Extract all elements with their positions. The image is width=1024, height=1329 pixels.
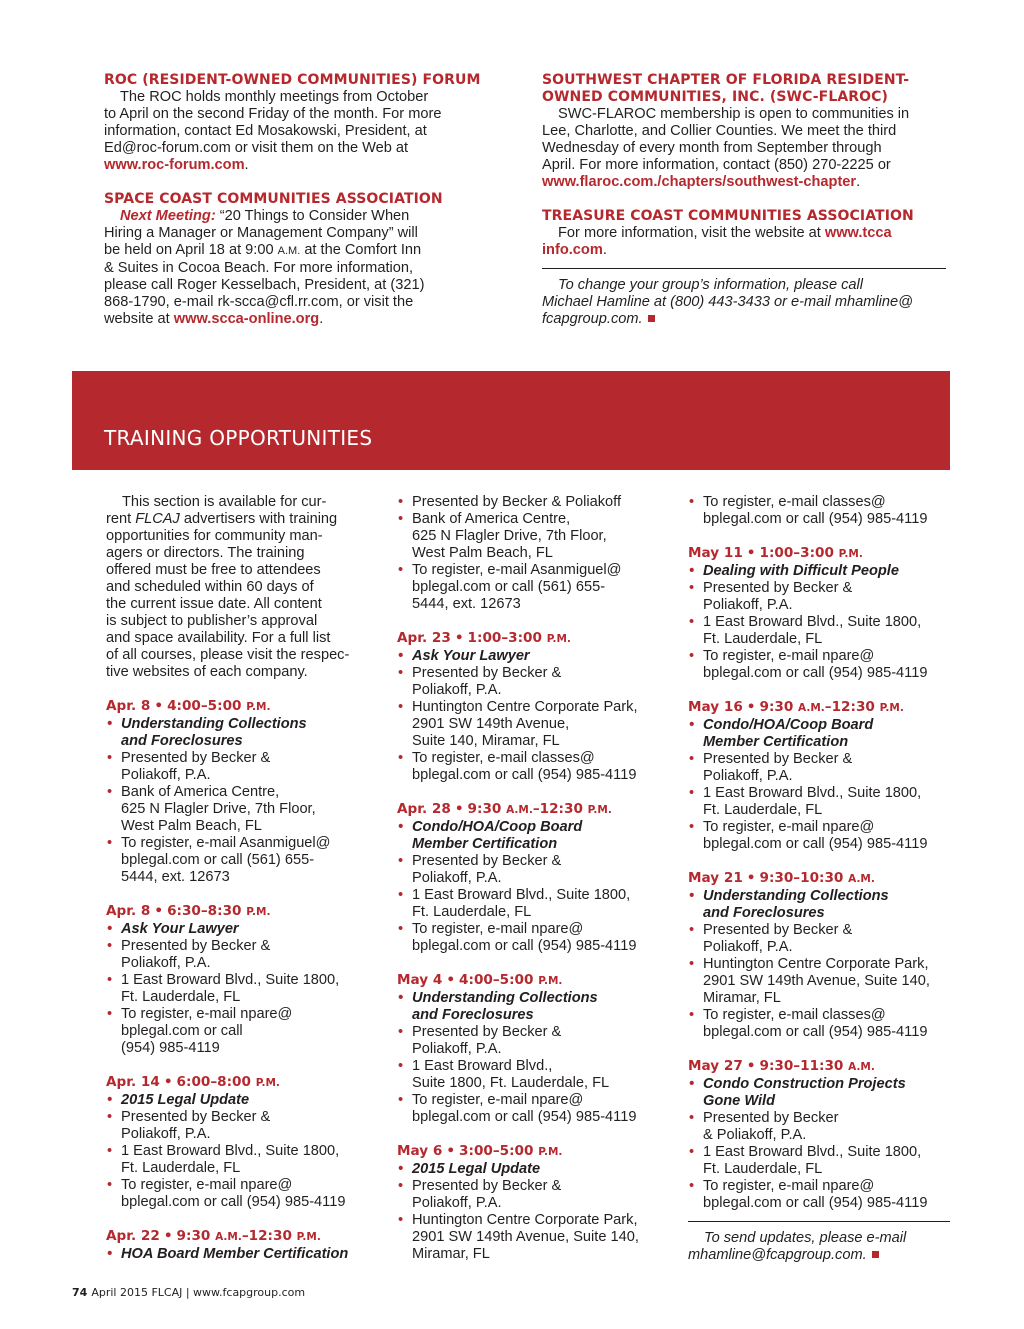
bullet-line: Poliakoff, P.A. [703, 768, 793, 784]
event-detail [688, 1144, 950, 1178]
bullet-line: bplegal.com or call (954) 985-4119 [703, 511, 928, 527]
event-detail [397, 921, 669, 955]
event-detail [688, 956, 950, 1007]
event-title [397, 648, 669, 665]
event-title [688, 888, 950, 922]
bullet-line: • Condo/HOA/Coop Board [412, 819, 583, 835]
separator-dot: • [163, 1074, 173, 1090]
bullet-line: Poliakoff, P.A. [412, 1195, 502, 1211]
event-title [106, 1092, 378, 1109]
bullet-line: & Poliakoff, P.A. [703, 1127, 807, 1143]
bullet-line: • Presented by Becker & [703, 922, 853, 938]
intro-line [106, 511, 378, 528]
page-number: 74 [72, 1286, 88, 1299]
training-event [397, 972, 669, 1126]
bullet-line: • Huntington Centre Corporate Park, [412, 1212, 638, 1228]
roc-line: information, contact Ed Mosakowski, President, at [104, 123, 427, 139]
bullet-line: • To register, e-mail classes@ [703, 1007, 886, 1023]
bullet-line: bplegal.com or call (954) 985-4119 [703, 665, 928, 681]
event-detail [688, 494, 950, 528]
event-title [397, 1161, 669, 1178]
bullet-line: • Bank of America Centre, [412, 511, 571, 527]
event-date-time [106, 1074, 378, 1092]
bullet-line: • To register, e-mail npare@ [703, 1178, 875, 1194]
event-date: Apr. 8 [106, 903, 151, 919]
event-detail [397, 562, 669, 613]
bullet-line: 2901 SW 149th Avenue, Suite 140, [412, 1229, 639, 1245]
event-time: 1:00–3:00 [467, 630, 547, 646]
event-detail [688, 785, 950, 819]
event-detail [397, 1058, 669, 1092]
bullet-line: • Presented by Becker & [412, 1178, 562, 1194]
event-date: Apr. 14 [106, 1074, 160, 1090]
event-time: 9:30 [759, 699, 799, 715]
change-note-line: fcapgroup.com. [542, 311, 946, 328]
bullet-line: Poliakoff, P.A. [703, 597, 793, 613]
bullet-line: • Presented by Becker & [412, 853, 562, 869]
separator-dot: • [746, 1058, 756, 1074]
training-event [688, 870, 950, 1041]
end-mark-icon [648, 315, 655, 322]
event-date: Apr. 8 [106, 698, 151, 714]
top-right-column [542, 72, 946, 328]
bullet-line: • 1 East Broward Blvd., Suite 1800, [121, 1143, 340, 1159]
separator-dot: • [154, 698, 164, 714]
event-time: 9:30–10:30 [759, 870, 849, 886]
event-time: –12:30 [824, 699, 880, 715]
bullet-line: • Huntington Centre Corporate Park, [703, 956, 929, 972]
bullet-line: bplegal.com or call (954) 985-4119 [703, 1024, 928, 1040]
event-detail [397, 750, 669, 784]
event-date-time [106, 903, 378, 921]
bullet-line: • To register, e-mail npare@ [703, 648, 875, 664]
bullet-line: Ft. Lauderdale, FL [121, 1160, 241, 1176]
training-event [397, 1143, 669, 1263]
event-detail [397, 665, 669, 699]
bullet-line: • Presented by Becker [703, 1110, 839, 1126]
tcca-website-link[interactable]: info.com [542, 242, 603, 258]
event-title [106, 1246, 378, 1263]
event-date: Apr. 22 [106, 1228, 160, 1244]
event-detail [688, 580, 950, 614]
training-event [397, 801, 669, 955]
bullet-line: • Ask Your Lawyer [121, 921, 239, 937]
training-event [106, 903, 378, 1057]
event-ampm: A.M. [506, 804, 533, 816]
bullet-line: bplegal.com or call (561) 655- [412, 579, 606, 595]
event-ampm: A.M. [798, 702, 825, 714]
event-date: May 4 [397, 972, 443, 988]
bullet-line: • To register, e-mail npare@ [703, 819, 875, 835]
bullet-line: Suite 140, Miramar, FL [412, 733, 560, 749]
bullet-line: bplegal.com or call (561) 655- [121, 852, 315, 868]
event-detail [106, 972, 378, 1006]
bullet-line: • 1 East Broward Blvd., Suite 1800, [121, 972, 340, 988]
roc-website-link[interactable]: www.roc-forum.com [104, 157, 245, 173]
intro-line: offered must be free to attendees [106, 562, 321, 578]
bullet-line: Poliakoff, P.A. [412, 1041, 502, 1057]
event-title [397, 819, 669, 853]
event-date: May 11 [688, 545, 743, 561]
training-column-1 [106, 494, 378, 1263]
bullet-line: Poliakoff, P.A. [121, 955, 211, 971]
separator-dot: • [454, 630, 464, 646]
event-time: 6:30–8:30 [167, 903, 247, 919]
event-ampm: A.M. [848, 1061, 875, 1073]
event-ampm: P.M. [246, 906, 271, 918]
bullet-line: • Ask Your Lawyer [412, 648, 530, 664]
bullet-line: Ft. Lauderdale, FL [412, 904, 532, 920]
event-detail [106, 784, 378, 835]
event-detail [688, 1007, 950, 1041]
intro-text: rent [106, 511, 136, 527]
event-date-time [106, 698, 378, 716]
scca-line: Hiring a Manager or Management Company” will [104, 225, 418, 241]
event-date-time [397, 630, 669, 648]
bullet-line: • Condo/HOA/Coop Board [703, 717, 874, 733]
bullet-line: • Presented by Becker & [703, 751, 853, 767]
event-ampm: P.M. [879, 702, 904, 714]
event-detail [106, 1177, 378, 1211]
event-detail [397, 494, 669, 511]
event-title [397, 990, 669, 1024]
scca-line: website at www.scca-online.org. [104, 311, 324, 327]
separator-dot: • [446, 1143, 456, 1159]
bullet-line: Ft. Lauderdale, FL [703, 1161, 823, 1177]
event-detail [688, 1110, 950, 1144]
event-detail [688, 648, 950, 682]
bullet-line: • To register, e-mail Asanmiguel@ [412, 562, 622, 578]
event-ampm: P.M. [838, 548, 863, 560]
event-detail [688, 922, 950, 956]
intro-line: tive websites of each company. [106, 664, 308, 680]
intro-paragraph [106, 494, 378, 681]
bullet-line: • 1 East Broward Blvd., [412, 1058, 553, 1074]
event-date: May 21 [688, 870, 743, 886]
bullet-line: • 1 East Broward Blvd., Suite 1800, [703, 785, 922, 801]
bullet-line: • HOA Board Member Certification [121, 1246, 349, 1262]
bullet-line: • 2015 Legal Update [412, 1161, 541, 1177]
roc-link-line: www.roc-forum.com. [104, 157, 249, 173]
roc-line: to April on the second Friday of the month. For more [104, 106, 442, 122]
bullet-line: bplegal.com or call (954) 985-4119 [703, 836, 928, 852]
event-ampm: P.M. [538, 1146, 563, 1158]
training-event [106, 1228, 378, 1263]
intro-line: of all courses, please visit the respec- [106, 647, 350, 663]
scca-line: 868-1790, e-mail rk-scca@cfl.rr.com, or visit the [104, 294, 414, 310]
event-date: Apr. 23 [397, 630, 451, 646]
bullet-line: 625 N Flagler Drive, 7th Floor, [121, 801, 316, 817]
event-title [688, 717, 950, 751]
intro-line: the current issue date. All content [106, 596, 322, 612]
training-event [397, 630, 669, 784]
bullet-line: Poliakoff, P.A. [412, 682, 502, 698]
swc-line: Wednesday of every month from September through [542, 140, 882, 156]
next-meeting-label: Next Meeting: [120, 208, 216, 224]
separator-dot: • [746, 699, 756, 715]
roc-line: The ROC holds monthly meetings from October [120, 89, 429, 105]
bullet-line: • Huntington Centre Corporate Park, [412, 699, 638, 715]
bullet-line: Poliakoff, P.A. [121, 1126, 211, 1142]
event-detail [397, 1178, 669, 1212]
swc-link-line: www.flaroc.com./chapters/southwest-chapter. [542, 174, 861, 190]
bullet-line: bplegal.com or call (954) 985-4119 [412, 938, 637, 954]
bullet-line: • 2015 Legal Update [121, 1092, 250, 1108]
separator-dot: • [746, 870, 756, 886]
change-note-line: Michael Hamline at (800) 443-3433 or e-mail mhamline@ [542, 294, 913, 310]
intro-line: This section is available for cur- [122, 494, 327, 510]
event-date: May 16 [688, 699, 743, 715]
event-ampm: A.M. [848, 873, 875, 885]
scca-heading: SPACE COAST COMMUNITIES ASSOCIATION [104, 191, 443, 207]
intro-line: agers or directors. The training [106, 545, 305, 561]
bullet-line: • 1 East Broward Blvd., Suite 1800, [703, 614, 922, 630]
bullet-line: • Presented by Becker & [412, 665, 562, 681]
bullet-line: Poliakoff, P.A. [412, 870, 502, 886]
scca-website-link[interactable]: www.scca-online.org [173, 311, 320, 327]
event-detail [397, 853, 669, 887]
event-detail [397, 1092, 669, 1126]
bullet-line: and Foreclosures [412, 1007, 534, 1023]
training-event [688, 699, 950, 853]
training-event [688, 1058, 950, 1212]
bullet-line: • To register, e-mail npare@ [412, 921, 584, 937]
event-detail [688, 1178, 950, 1212]
bullet-line: • Dealing with Difficult People [703, 563, 899, 579]
bullet-line: • Presented by Becker & Poliakoff [412, 494, 622, 510]
event-ampm: A.M. [215, 1231, 242, 1243]
event-time: 6:00–8:00 [176, 1074, 256, 1090]
bullet-line: 2901 SW 149th Avenue, Suite 140, [703, 973, 930, 989]
bullet-line: • Presented by Becker & [412, 1024, 562, 1040]
training-column-3 [688, 494, 950, 1264]
event-time: 4:00–5:00 [167, 698, 247, 714]
event-ampm: P.M. [587, 804, 612, 816]
bullet-line: • To register, e-mail npare@ [121, 1006, 293, 1022]
bullet-line: Gone Wild [703, 1093, 776, 1109]
event-date-time [688, 1058, 950, 1076]
bullet-line: • Presented by Becker & [121, 1109, 271, 1125]
separator-dot: • [746, 545, 756, 561]
event-detail [397, 887, 669, 921]
bullet-line: and Foreclosures [121, 733, 243, 749]
scca-line: please call Roger Kesselbach, President, at (321) [104, 277, 425, 293]
event-time: 9:30 [467, 801, 507, 817]
event-detail [106, 938, 378, 972]
event-title [106, 716, 378, 750]
training-banner [72, 371, 950, 470]
swc-heading: OWNED COMMUNITIES, INC. (SWC-FLAROC) [542, 89, 889, 105]
bullet-line: • Presented by Becker & [121, 750, 271, 766]
event-title [106, 921, 378, 938]
separator-dot: • [454, 801, 464, 817]
bullet-line: bplegal.com or call (954) 985-4119 [412, 1109, 637, 1125]
event-title [688, 563, 950, 580]
bullet-line: Ft. Lauderdale, FL [121, 989, 241, 1005]
top-left-column [104, 72, 504, 328]
intro-line: and space availability. For a full list [106, 630, 331, 646]
scca-line: be held on April 18 at 9:00 A.M. at the Comfort Inn [104, 242, 422, 258]
change-note-line: To change your group’s information, please call [558, 277, 864, 293]
bullet-line: • Understanding Collections [412, 990, 598, 1006]
event-date-time [106, 1228, 378, 1246]
scca-line: & Suites in Cocoa Beach. For more information, [104, 260, 414, 276]
swc-line: Lee, Charlotte, and Collier Counties. We meet the third [542, 123, 897, 139]
bullet-line: • Presented by Becker & [121, 938, 271, 954]
bullet-line: Suite 1800, Ft. Lauderdale, FL [412, 1075, 610, 1091]
separator-dot: • [154, 903, 164, 919]
event-detail [688, 751, 950, 785]
event-detail [397, 511, 669, 562]
bullet-line: (954) 985-4119 [121, 1040, 220, 1056]
event-title [688, 1076, 950, 1110]
event-date: May 27 [688, 1058, 743, 1074]
event-date-time [688, 545, 950, 563]
tcca-website-link[interactable]: www.tcca [824, 225, 892, 241]
bullet-line: Miramar, FL [412, 1246, 490, 1262]
footer-text: April 2015 FLCAJ | www.fcapgroup.com [91, 1286, 306, 1299]
intro-line: and scheduled within 60 days of [106, 579, 314, 595]
tcca-heading: TREASURE COAST COMMUNITIES ASSOCIATION [542, 208, 914, 224]
swc-website-link[interactable]: www.flaroc.com./chapters/southwest-chapter [542, 174, 857, 190]
bullet-line: bplegal.com or call (954) 985-4119 [121, 1194, 346, 1210]
event-date-time [397, 801, 669, 819]
bullet-line: Member Certification [703, 734, 849, 750]
banner-title: TRAINING OPPORTUNITIES [104, 426, 373, 450]
separator-dot: • [446, 972, 456, 988]
bullet-line: • 1 East Broward Blvd., Suite 1800, [412, 887, 631, 903]
event-date: May 6 [397, 1143, 443, 1159]
bullet-line: West Palm Beach, FL [412, 545, 553, 561]
event-date-time [688, 699, 950, 717]
event-ampm: P.M. [255, 1077, 280, 1089]
training-event [106, 1074, 378, 1211]
separator-dot: • [163, 1228, 173, 1244]
tcca-line: info.com. [542, 242, 607, 258]
event-date-time [397, 972, 669, 990]
bullet-line: • To register, e-mail classes@ [412, 750, 595, 766]
bullet-line: • Understanding Collections [703, 888, 889, 904]
event-detail [688, 614, 950, 648]
bullet-line: Poliakoff, P.A. [703, 939, 793, 955]
bullet-line: 5444, ext. 12673 [121, 869, 230, 885]
bullet-line: 625 N Flagler Drive, 7th Floor, [412, 528, 607, 544]
bullet-line: Ft. Lauderdale, FL [703, 802, 823, 818]
bullet-line: • Condo Construction Projects [703, 1076, 906, 1092]
event-ampm: P.M. [546, 633, 571, 645]
event-time: 4:00–5:00 [459, 972, 539, 988]
bullet-line: bplegal.com or call [121, 1023, 243, 1039]
bullet-line: West Palm Beach, FL [121, 818, 262, 834]
event-date-time [397, 1143, 669, 1161]
bullet-line: and Foreclosures [703, 905, 825, 921]
end-mark-icon [872, 1251, 879, 1258]
bullet-line: • To register, e-mail npare@ [412, 1092, 584, 1108]
send-note-line: To send updates, please e-mail [704, 1230, 907, 1246]
event-date: Apr. 28 [397, 801, 451, 817]
scca-line: Next Meeting: “20 Things to Consider When [120, 208, 410, 224]
bullet-line: 5444, ext. 12673 [412, 596, 521, 612]
send-note-line [688, 1247, 950, 1264]
bullet-line: bplegal.com or call (954) 985-4119 [412, 767, 637, 783]
event-time: 9:30 [176, 1228, 216, 1244]
training-column-2 [397, 494, 669, 1263]
event-ampm: P.M. [296, 1231, 321, 1243]
bullet-line: • To register, e-mail npare@ [121, 1177, 293, 1193]
intro-text: advertisers with training [179, 511, 338, 527]
divider-rule [688, 1221, 950, 1222]
event-detail [106, 750, 378, 784]
event-detail [397, 1024, 669, 1058]
swc-heading: SOUTHWEST CHAPTER OF FLORIDA RESIDENT- [542, 72, 910, 88]
bullet-line: • To register, e-mail Asanmiguel@ [121, 835, 331, 851]
bullet-line: Poliakoff, P.A. [121, 767, 211, 783]
event-detail [106, 1143, 378, 1177]
bullet-line: • To register, e-mail classes@ [703, 494, 886, 510]
event-detail [106, 1109, 378, 1143]
event-detail [688, 819, 950, 853]
event-date-time [688, 870, 950, 888]
bullet-line: • Understanding Collections [121, 716, 307, 732]
swc-line: SWC-FLAROC membership is open to communities in [558, 106, 910, 122]
bullet-line: Miramar, FL [703, 990, 781, 1006]
send-note-email[interactable]: mhamline@fcapgroup.com. [688, 1247, 867, 1263]
bullet-line: • Bank of America Centre, [121, 784, 280, 800]
intro-line: opportunities for community man- [106, 528, 323, 544]
event-detail [397, 699, 669, 750]
event-ampm: P.M. [246, 701, 271, 713]
swc-line: April. For more information, contact (850) 270-2225 or [542, 157, 891, 173]
event-ampm: P.M. [538, 975, 563, 987]
bullet-line: Member Certification [412, 836, 558, 852]
training-event [688, 545, 950, 682]
divider-rule [542, 268, 946, 269]
intro-line: is subject to publisher’s approval [106, 613, 318, 629]
event-time: 1:00–3:00 [759, 545, 839, 561]
roc-heading: ROC (RESIDENT-OWNED COMMUNITIES) FORUM [104, 72, 481, 88]
bullet-line: Ft. Lauderdale, FL [703, 631, 823, 647]
bullet-line: • 1 East Broward Blvd., Suite 1800, [703, 1144, 922, 1160]
bullet-line: • Presented by Becker & [703, 580, 853, 596]
page-footer [72, 1286, 305, 1299]
roc-line: Ed@roc-forum.com or visit them on the Web at [104, 140, 409, 156]
bullet-line: bplegal.com or call (954) 985-4119 [703, 1195, 928, 1211]
event-time: 3:00–5:00 [459, 1143, 539, 1159]
tcca-line: For more information, visit the website at www.tcca [558, 225, 892, 241]
event-detail [106, 835, 378, 886]
event-detail [106, 1006, 378, 1057]
training-event [106, 698, 378, 886]
event-detail [397, 1212, 669, 1263]
bullet-line: 2901 SW 149th Avenue, [412, 716, 570, 732]
publication-name: FLCAJ [135, 511, 180, 527]
event-time: –12:30 [532, 801, 588, 817]
event-time: 9:30–11:30 [759, 1058, 849, 1074]
event-time: –12:30 [241, 1228, 297, 1244]
